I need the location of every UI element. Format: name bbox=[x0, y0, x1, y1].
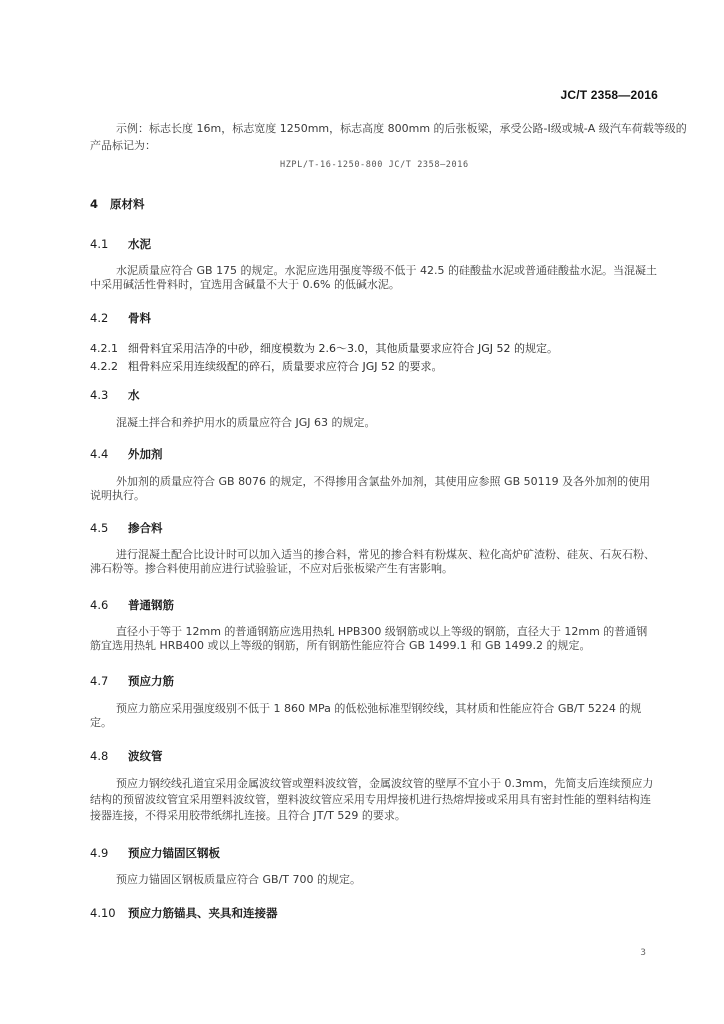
clause-4-2-2 bbox=[90, 358, 443, 374]
section-4-9-text: 预应力锚固区钢板质量应符合 GB/T 700 的规定。 bbox=[116, 873, 361, 886]
section-4-8-heading bbox=[90, 748, 163, 764]
section-number: 4.6 bbox=[90, 598, 109, 612]
section-number: 4.5 bbox=[90, 521, 109, 535]
section-title: 波纹管 bbox=[128, 749, 163, 763]
section-4-7-text: 预应力筋应采用强度级别不低于 1 860 MPa 的低松弛标准型钢绞线，其材质和性能应符合 GB/T 5224 的规定。 bbox=[90, 702, 642, 729]
section-number: 4.3 bbox=[90, 388, 109, 402]
standard-code-header: JC/T 2358—2016 bbox=[560, 88, 658, 102]
section-title: 骨料 bbox=[128, 311, 151, 325]
section-title: 预应力筋 bbox=[128, 674, 174, 688]
section-title: 水 bbox=[128, 388, 140, 402]
section-number: 4.10 bbox=[90, 906, 116, 920]
section-4-10-heading bbox=[90, 905, 278, 921]
section-4-7-heading bbox=[90, 673, 174, 689]
section-4-5-heading bbox=[90, 520, 163, 536]
section-title: 水泥 bbox=[128, 237, 151, 251]
section-4-6-text: 直径小于等于 12mm 的普通钢筋应选用热轧 HPB300 级钢筋或以上等级的钢筋，直径大于 12mm 的普通钢筋宜选用热轧 HRB400 或以上等级的钢筋，所有钢筋性能应符合 GB 1499.1 和 GB 1499.2 的规定。 bbox=[90, 625, 648, 652]
section-4-3-heading bbox=[90, 387, 140, 403]
section-4-2-heading bbox=[90, 310, 151, 326]
section-number: 4.8 bbox=[90, 749, 109, 763]
section-4-1-text: 水泥质量应符合 GB 175 的规定。水泥应选用强度等级不低于 42.5 的硅酸盐水泥或普通硅酸盐水泥。当混凝土中采用碱活性骨料时，宜选用含碱量不大于 0.6% 的低碱水泥。 bbox=[90, 264, 658, 291]
section-number: 4.1 bbox=[90, 237, 109, 251]
section-number: 4.7 bbox=[90, 674, 109, 688]
section-4-4-text: 外加剂的质量应符合 GB 8076 的规定，不得掺用含氯盐外加剂，其使用应参照 GB 50119 及各外加剂的使用说明执行。 bbox=[90, 475, 651, 502]
section-4-5-text: 进行混凝土配合比设计时可以加入适当的掺合料，常见的掺合料有粉煤灰、粒化高炉矿渣粉、硅灰、石灰石粉、沸石粉等。掺合料使用前应进行试验验证，不应对后张板梁产生有害影响。 bbox=[90, 548, 655, 575]
section-4-1-heading bbox=[90, 236, 151, 252]
section-4-4-heading bbox=[90, 446, 163, 462]
section-number: 4 bbox=[90, 197, 99, 211]
section-title: 原材料 bbox=[110, 197, 145, 211]
example-line-1: 示例：标志长度 16m，标志宽度 1250mm，标志高度 800mm 的后张板梁，承受公路-Ⅰ级或城-A 级汽车荷载等级的 bbox=[116, 122, 687, 135]
section-title: 预应力锚固区钢板 bbox=[128, 846, 220, 860]
section-title: 外加剂 bbox=[128, 447, 163, 461]
clause-number: 4.2.1 bbox=[90, 342, 118, 355]
section-number: 4.4 bbox=[90, 447, 109, 461]
section-title: 普通钢筋 bbox=[128, 598, 174, 612]
section-4-heading bbox=[90, 196, 145, 212]
example-line-2: 产品标记为： bbox=[90, 139, 156, 152]
clause-text: 细骨料宜采用洁净的中砂，细度模数为 2.6～3.0，其他质量要求应符合 JGJ 52 的规定。 bbox=[128, 342, 558, 355]
product-mark-example: HZPL/T-16-1250-800 JC/T 2358—2016 bbox=[280, 160, 469, 170]
section-4-3-text: 混凝土拌合和养护用水的质量应符合 JGJ 63 的规定。 bbox=[116, 416, 376, 429]
clause-4-2-1 bbox=[90, 340, 558, 356]
section-title: 掺合料 bbox=[128, 521, 163, 535]
clause-text: 粗骨料应采用连续级配的碎石，质量要求应符合 JGJ 52 的要求。 bbox=[128, 360, 443, 373]
section-4-6-heading bbox=[90, 597, 174, 613]
page-number: 3 bbox=[640, 948, 646, 958]
section-4-9-heading bbox=[90, 845, 220, 861]
section-title: 预应力筋锚具、夹具和连接器 bbox=[128, 906, 278, 920]
clause-number: 4.2.2 bbox=[90, 360, 118, 373]
section-number: 4.9 bbox=[90, 846, 109, 860]
section-4-8-text: 预应力钢绞线孔道宜采用金属波纹管或塑料波纹管，金属波纹管的壁厚不宜小于 0.3mm，先简支后连续预应力结构的预留波纹管宜采用塑料波纹管，塑料波纹管应采用专用焊接机进行热熔焊接或采用具有密封性能的塑料结构连接器连接，不得采用胶带纸绑扎连接。且符合 JT/T 529 的要求。 bbox=[90, 777, 654, 822]
section-number: 4.2 bbox=[90, 311, 109, 325]
